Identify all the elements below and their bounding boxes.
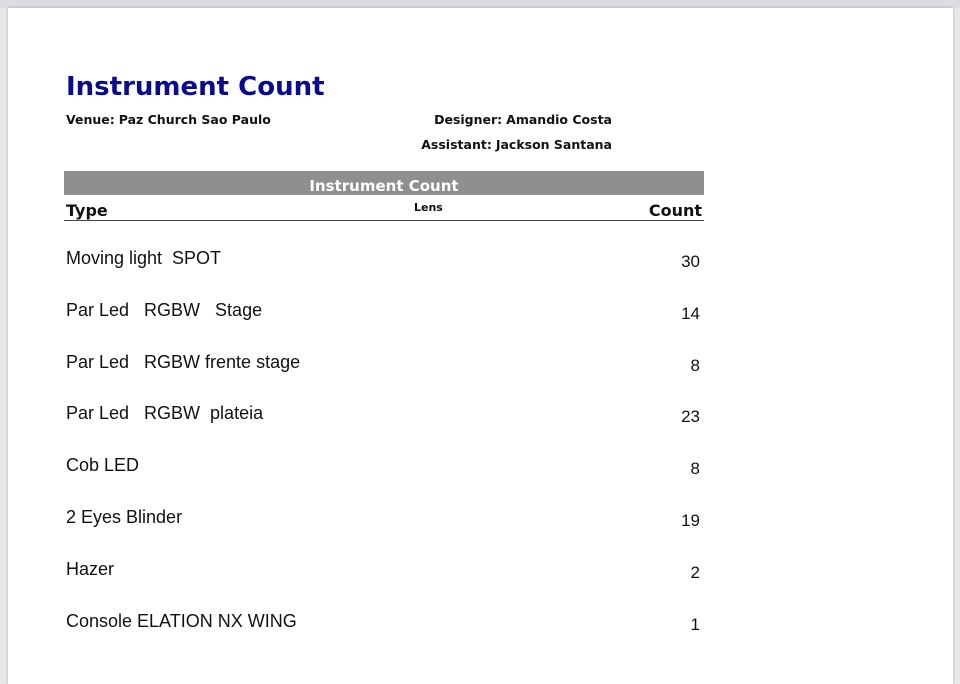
table-row: [64, 607, 704, 659]
assistant-info: [421, 137, 612, 152]
column-header-lens: Lens: [414, 201, 443, 214]
row-type: 2 Eyes Blinder: [66, 506, 183, 527]
row-count: 8: [690, 459, 700, 479]
row-type: Moving light SPOT: [66, 248, 222, 268]
table-body: [64, 244, 704, 658]
page-title: Instrument Count: [66, 72, 325, 102]
table-row: [64, 348, 704, 400]
row-type: Par Led RGBW plateia: [66, 403, 264, 424]
row-count: 2: [690, 562, 700, 582]
row-count: 1: [690, 614, 700, 634]
column-header-type: Type: [66, 201, 108, 220]
designer-label: Designer:: [434, 112, 503, 127]
row-count: 19: [681, 510, 700, 530]
row-type: Hazer: [66, 558, 115, 579]
venue-info: [66, 112, 271, 127]
designer-value: Amandio Costa: [506, 112, 612, 127]
viewer-top-bar: [0, 0, 960, 8]
column-header-count: Count: [648, 201, 702, 220]
venue-value: Paz Church Sao Paulo: [118, 112, 271, 127]
row-count: 14: [681, 303, 700, 323]
assistant-label: Assistant:: [421, 137, 492, 152]
row-type: Par Led RGBW Stage: [66, 299, 263, 320]
document-page: [8, 8, 953, 684]
table-column-headers: [64, 195, 704, 221]
table-row: [64, 244, 704, 296]
table-row: [64, 503, 704, 555]
row-type: Console ELATION NX WING: [66, 610, 297, 631]
designer-info: [434, 112, 612, 127]
venue-label: Venue:: [66, 112, 115, 127]
table-row: [64, 555, 704, 607]
row-count: 30: [681, 252, 700, 271]
row-type: Par Led RGBW frente stage: [66, 351, 301, 372]
table-caption: Instrument Count: [64, 171, 704, 195]
row-count: 23: [681, 407, 700, 427]
table-row: [64, 399, 704, 451]
table-row: [64, 296, 704, 348]
assistant-value: Jackson Santana: [495, 137, 612, 152]
row-type: Cob LED: [66, 455, 140, 476]
table-row: [64, 451, 704, 503]
row-count: 8: [690, 355, 700, 375]
